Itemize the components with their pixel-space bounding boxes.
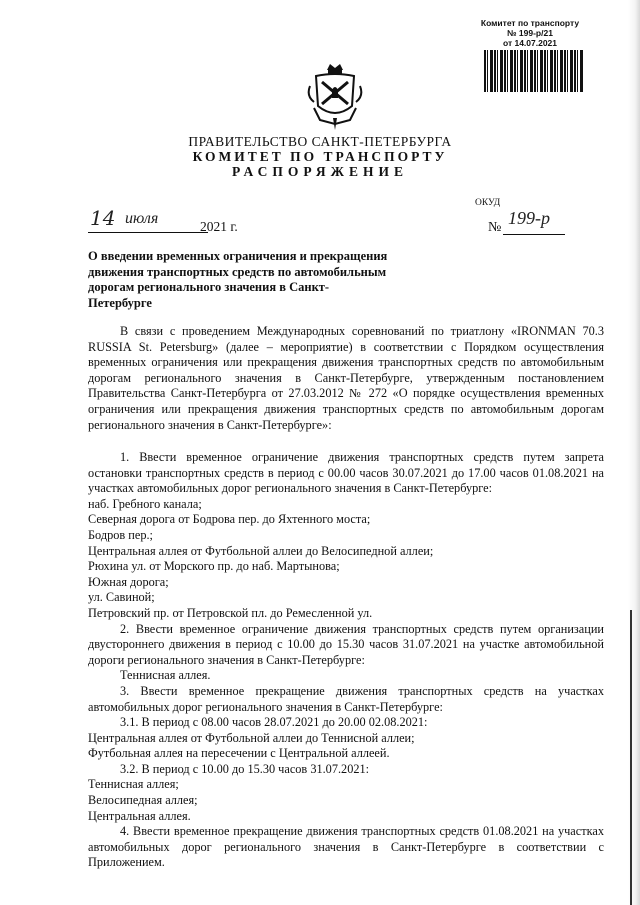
list-item: Южная дорога; (88, 574, 169, 589)
list-item: Теннисная аллея; (88, 777, 179, 792)
list-item: Центральная аллея. (88, 808, 191, 823)
document-subject: О введении временных ограничения и прекращения движения транспортных средств по автомобильным дорогам регионального значения в Санкт-Петербурге (88, 249, 388, 310)
committee-title: КОМИТЕТ ПО ТРАНСПОРТУ (192, 149, 448, 164)
preamble-paragraph: В связи с проведением Международных соревнований по триатлону «IRONMAN 70.3 RUSSIA St. Petersburg» (далее – мероприятие) в соответствии с Порядком осуществления временных ограничения или прекращения движения транспортных средств по автомобильным дорогам регионального значения в Санкт-Петербурге, утвержденным постановлением Правительства Санкт-Петербурга от 27.03.2012 № 272 «О порядке осуществления временных ограничения или прекращения движения транспортных средств по автомобильным дорогам регионального значения в Санкт-Петербурге»: (88, 324, 604, 432)
document-body (88, 450, 604, 871)
handwritten-date-month: июля (125, 210, 159, 227)
list-item: Северная дорога от Бодрова пер. до Яхтенного моста; (88, 512, 371, 527)
list-item: Футбольная аллея на пересечении с Центральной аллеей. (88, 746, 390, 761)
list-item: Рюхина ул. от Морского пр. до наб. Мартынова; (88, 559, 340, 574)
list-item: Петровский пр. от Петровской пл. до Ремесленной ул. (88, 605, 373, 620)
handwritten-document-number: 199-р (508, 208, 550, 228)
handwritten-date-day: 14 (90, 206, 116, 230)
registration-number: № 199-р/21 (507, 28, 553, 38)
list-item: Центральная аллея от Футбольной аллеи до Велосипедной аллеи; (88, 543, 434, 558)
list-item: Велосипедная аллея; (88, 793, 198, 808)
page-fold-line (630, 610, 632, 905)
list-item: Бодров пер.; (88, 527, 153, 542)
item-3-2: 3.2. В период с 10.00 до 15.30 часов 31.07.2021: (120, 761, 370, 776)
government-title: ПРАВИТЕЛЬСТВО САНКТ-ПЕТЕРБУРГА (188, 134, 452, 149)
date-year: 2021 г. (200, 219, 238, 234)
list-item: Теннисная аллея. (120, 668, 211, 683)
item-3: 3. Ввести временное прекращение движения транспортных средств на участках автомобильных дорог регионального значения в Санкт-Петербурге: (88, 683, 604, 714)
item-1: 1. Ввести временное ограничение движения транспортных средств путем запрета остановки транспортных средств в период с 00.00 часов 30.07.2021 до 17.00 часов 01.08.2021 на участках автомобильных дорог регионального значения в Санкт-Петербурге: (88, 450, 604, 496)
registration-date: от 14.07.2021 (502, 38, 558, 48)
list-item: Центральная аллея от Футбольной аллеи до Теннисной аллеи; (88, 730, 415, 745)
registration-stamp (470, 18, 590, 48)
document-type: РАСПОРЯЖЕНИЕ (231, 164, 409, 179)
item-4: 4. Ввести временное прекращение движения транспортных средств 01.08.2021 на участках автомобильных дорог регионального значения в Санкт-Петербурге в соответствии с Приложением. (88, 824, 604, 870)
okud-label: ОКУД (475, 198, 501, 208)
barcode (484, 50, 584, 92)
number-sign: № (488, 220, 502, 235)
coat-of-arms-emblem (306, 62, 364, 132)
registration-committee: Комитет по транспорту (480, 18, 580, 28)
list-item: наб. Гребного канала; (88, 496, 202, 511)
item-2: 2. Ввести временное ограничение движения транспортных средств путем организации двустороннего движения в период с 10.00 до 15.30 часов 31.07.2021 на участке автомобильной дороги регионального значения в Санкт-Петербурге: (88, 621, 604, 667)
list-item: ул. Савиной; (88, 590, 155, 605)
item-3-1: 3.1. В период с 08.00 часов 28.07.2021 до 20.00 02.08.2021: (120, 715, 428, 730)
